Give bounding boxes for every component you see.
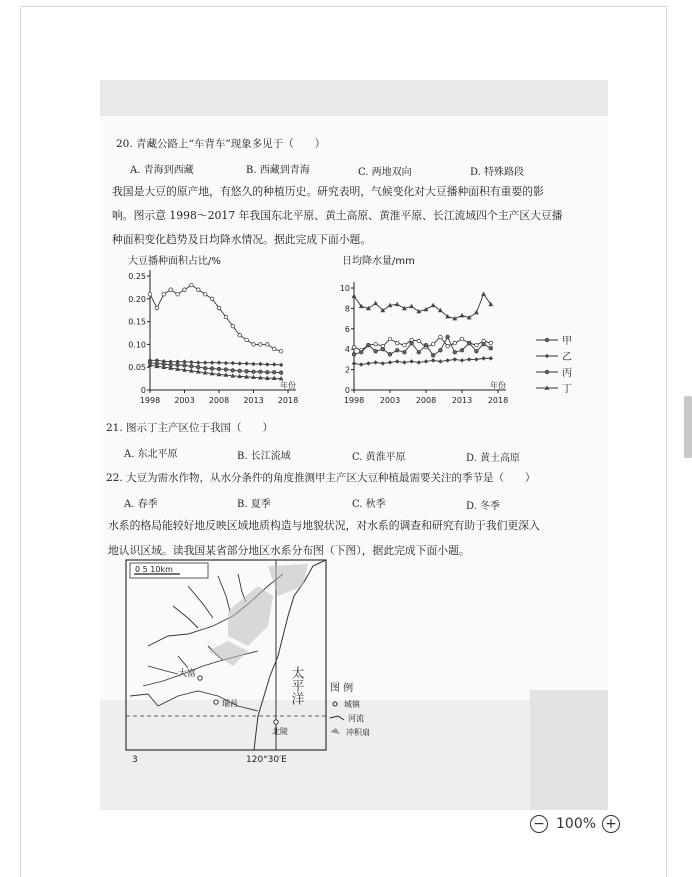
data-point bbox=[272, 362, 276, 366]
data-point bbox=[238, 361, 242, 365]
data-point bbox=[381, 361, 385, 365]
data-point bbox=[245, 370, 249, 374]
data-point bbox=[474, 310, 479, 314]
chart-title: 日均降水量/mm bbox=[342, 256, 415, 267]
data-point bbox=[148, 292, 152, 296]
data-point bbox=[196, 360, 200, 364]
question-21-stem: 21. 图示丁主产区位于我国（ ） bbox=[106, 422, 274, 434]
map-legend bbox=[330, 681, 370, 737]
data-point bbox=[183, 288, 187, 292]
x-tick-label: 2003 bbox=[174, 396, 195, 405]
data-point bbox=[424, 307, 429, 311]
data-point bbox=[231, 324, 235, 328]
data-point bbox=[352, 345, 356, 349]
data-point bbox=[266, 370, 270, 374]
y-tick-label: 0.05 bbox=[128, 363, 146, 373]
data-point bbox=[424, 343, 428, 347]
data-point bbox=[224, 361, 228, 365]
data-point bbox=[259, 343, 263, 347]
data-point bbox=[424, 359, 428, 363]
data-point bbox=[388, 353, 392, 357]
legend-river-label: 河流 bbox=[348, 714, 364, 723]
water-system-map bbox=[118, 556, 418, 766]
data-point bbox=[489, 341, 493, 345]
legend-river-icon bbox=[330, 716, 344, 720]
data-point bbox=[381, 347, 385, 351]
question-20-option-d: D. 特殊路段 bbox=[470, 167, 525, 178]
data-point bbox=[231, 369, 235, 373]
data-point bbox=[431, 342, 435, 346]
data-point bbox=[203, 366, 207, 370]
data-point bbox=[162, 292, 166, 296]
legend-town-label: 城镇 bbox=[344, 700, 360, 709]
x-axis-label: 年份 bbox=[490, 381, 506, 390]
legend-label-0: 甲 bbox=[562, 336, 572, 347]
data-point bbox=[238, 333, 242, 337]
data-point bbox=[409, 359, 413, 363]
data-point bbox=[210, 297, 214, 301]
scan-top-shadow bbox=[100, 80, 608, 116]
data-point bbox=[446, 335, 450, 339]
data-point bbox=[395, 359, 399, 363]
data-point bbox=[272, 347, 276, 351]
data-point bbox=[460, 337, 464, 341]
data-point bbox=[238, 369, 242, 373]
y-tick-label: 0.15 bbox=[128, 317, 146, 327]
y-tick-label: 0.25 bbox=[128, 272, 146, 281]
data-point bbox=[203, 292, 207, 296]
y-tick-label: 2 bbox=[344, 365, 350, 375]
legend-marker bbox=[545, 338, 549, 342]
data-point bbox=[409, 304, 414, 308]
data-point bbox=[245, 338, 249, 342]
vertical-scrollbar[interactable] bbox=[684, 396, 692, 458]
x-tick-label: 2018 bbox=[487, 396, 509, 405]
zoom-out-icon[interactable]: − bbox=[530, 815, 548, 833]
data-point bbox=[460, 348, 464, 352]
chart-title: 大豆播种面积占比/% bbox=[128, 256, 221, 267]
map-scale-label: 0 5 10km bbox=[135, 565, 173, 574]
series-line-0 bbox=[150, 285, 281, 351]
passage-1-line-3: 种面积变化趋势及日均降水情况。据此完成下面小题。 bbox=[112, 233, 372, 246]
passage-1-line-2: 响。图示意 1998～2017 年我国东北平原、黄土高原、黄淮平原、长江流域四个主产区大豆播 bbox=[112, 209, 563, 222]
town-label-dafu: 大富 bbox=[178, 669, 197, 679]
data-point bbox=[244, 361, 248, 365]
x-tick-label: 1998 bbox=[343, 396, 365, 405]
data-point bbox=[481, 292, 486, 296]
x-tick-label: 2003 bbox=[379, 396, 401, 405]
data-point bbox=[352, 361, 356, 365]
x-tick-label: 2013 bbox=[243, 396, 264, 405]
data-point bbox=[279, 371, 283, 375]
data-point bbox=[410, 341, 414, 345]
data-point bbox=[439, 335, 443, 339]
data-point bbox=[388, 337, 392, 341]
data-point bbox=[183, 364, 187, 368]
data-point bbox=[453, 350, 457, 354]
data-point bbox=[367, 343, 371, 347]
precipitation-chart bbox=[336, 252, 572, 408]
question-22-stem: 22. 大豆为需水作物，从水分条件的角度推测甲主产区大豆种植最需要关注的季节是（ ） bbox=[106, 472, 536, 484]
data-point bbox=[475, 343, 479, 347]
data-point bbox=[460, 358, 464, 362]
data-point bbox=[489, 356, 493, 360]
data-point bbox=[373, 360, 377, 364]
data-point bbox=[388, 360, 392, 364]
data-point bbox=[395, 302, 400, 306]
data-point bbox=[279, 363, 283, 367]
map-scale-bar bbox=[130, 563, 208, 578]
figure-number: 3 bbox=[132, 755, 138, 765]
data-point bbox=[431, 354, 435, 358]
x-tick-label: 2008 bbox=[208, 396, 230, 405]
data-point bbox=[431, 303, 436, 307]
legend-fan-label: 冲积扇 bbox=[346, 728, 370, 737]
question-20-option-a: A. 青海到西藏 bbox=[130, 165, 194, 176]
question-22-option-a: A. 春季 bbox=[124, 499, 158, 510]
data-point bbox=[438, 308, 443, 312]
data-point bbox=[217, 306, 221, 310]
data-point bbox=[210, 360, 214, 364]
data-point bbox=[445, 358, 449, 362]
x-tick-label: 2018 bbox=[277, 396, 299, 405]
scan-corner-shadow bbox=[530, 690, 608, 810]
legend-town-icon bbox=[333, 702, 337, 706]
data-point bbox=[446, 344, 450, 348]
y-tick-label: 0.10 bbox=[128, 340, 146, 350]
data-point bbox=[438, 359, 442, 363]
zoom-in-icon[interactable]: + bbox=[602, 815, 620, 833]
data-point bbox=[373, 301, 378, 305]
data-point bbox=[197, 288, 201, 292]
data-point bbox=[403, 350, 407, 354]
question-22-option-b: B. 夏季 bbox=[237, 499, 271, 510]
data-point bbox=[259, 370, 263, 374]
question-21-option-c: C. 黄淮平原 bbox=[352, 452, 406, 463]
data-point bbox=[217, 360, 221, 364]
data-point bbox=[417, 360, 421, 364]
data-point bbox=[453, 341, 457, 345]
y-tick-label: 0 bbox=[344, 386, 350, 395]
zoom-controls bbox=[530, 812, 620, 836]
data-point bbox=[352, 353, 356, 357]
data-point bbox=[258, 362, 262, 366]
data-point bbox=[190, 364, 194, 368]
data-point bbox=[359, 362, 363, 366]
data-point bbox=[474, 357, 478, 361]
data-point bbox=[176, 363, 180, 367]
data-point bbox=[266, 343, 270, 347]
question-21-option-b: B. 长江流域 bbox=[237, 451, 291, 462]
y-tick-label: 10 bbox=[339, 284, 350, 293]
legend-fan-icon bbox=[330, 728, 340, 734]
y-tick-label: 0 bbox=[140, 386, 146, 395]
data-point bbox=[475, 349, 479, 353]
x-tick-label: 1998 bbox=[139, 396, 161, 405]
town-label-beiling: 北陵 bbox=[272, 727, 288, 736]
data-point bbox=[403, 343, 407, 347]
town-label-ruichang: 瑞昌 bbox=[222, 699, 238, 708]
data-point bbox=[224, 315, 228, 319]
data-point bbox=[395, 341, 399, 345]
y-tick-label: 6 bbox=[344, 324, 350, 334]
data-point bbox=[439, 348, 443, 352]
data-point bbox=[251, 362, 255, 366]
data-point bbox=[359, 350, 363, 354]
data-point bbox=[197, 365, 201, 369]
data-point bbox=[203, 360, 207, 364]
question-21-option-a: A. 东北平原 bbox=[124, 449, 178, 460]
data-point bbox=[189, 360, 193, 364]
data-point bbox=[231, 361, 235, 365]
y-tick-label: 4 bbox=[344, 345, 350, 355]
legend-marker bbox=[545, 370, 549, 374]
data-point bbox=[395, 348, 399, 352]
soybean-area-chart bbox=[118, 252, 318, 408]
data-point bbox=[265, 362, 269, 366]
data-point bbox=[279, 349, 283, 353]
legend-title: 图 例 bbox=[330, 683, 354, 694]
question-20-option-b: B. 西藏到青海 bbox=[246, 165, 310, 176]
data-point bbox=[481, 356, 485, 360]
legend-marker bbox=[545, 354, 549, 358]
ocean-label: 太平洋 bbox=[288, 666, 304, 705]
question-20-stem: 20. 青藏公路上“车背车”现象多见于（ ） bbox=[116, 138, 326, 150]
legend-label-1: 乙 bbox=[562, 352, 572, 363]
data-point bbox=[217, 367, 221, 371]
legend-label-2: 丙 bbox=[562, 368, 572, 379]
data-point bbox=[176, 292, 180, 296]
alluvial-fans bbox=[208, 564, 308, 666]
zoom-level-label: 100% bbox=[556, 816, 597, 832]
x-tick-label: 2008 bbox=[415, 396, 437, 405]
question-21-option-d: D. 黄土高原 bbox=[466, 453, 521, 464]
legend-label-3: 丁 bbox=[562, 384, 572, 395]
data-point bbox=[374, 349, 378, 353]
data-point bbox=[155, 306, 159, 310]
data-point bbox=[366, 361, 370, 365]
data-point bbox=[252, 370, 256, 374]
data-point bbox=[402, 360, 406, 364]
data-point bbox=[374, 342, 378, 346]
data-point bbox=[417, 339, 421, 343]
passage-1-line-1: 我国是大豆的原产地，有悠久的种植历史。研究表明，气候变化对大豆播种面积有重要的影 bbox=[112, 185, 544, 198]
data-point bbox=[417, 350, 421, 354]
question-20-option-c: C. 两地双向 bbox=[358, 167, 412, 178]
data-point bbox=[453, 357, 457, 361]
town-markers bbox=[198, 676, 278, 724]
data-point bbox=[489, 346, 493, 350]
x-axis-label: 年份 bbox=[280, 381, 296, 390]
data-point bbox=[169, 288, 173, 292]
passage-2-line-2: 地认识区域。读我国某省部分地区水系分布图（下图），据此完成下面小题。 bbox=[108, 544, 470, 557]
x-tick-label: 2013 bbox=[451, 396, 473, 405]
data-point bbox=[467, 357, 471, 361]
longitude-label: 120°30′E bbox=[246, 755, 287, 765]
question-22-option-c: C. 秋季 bbox=[352, 499, 386, 510]
data-point bbox=[482, 342, 486, 346]
data-point bbox=[252, 343, 256, 347]
data-point bbox=[467, 341, 471, 345]
passage-2-line-1: 水系的格局能较好地反映区域地质构造与地貌状况，对水系的调查和研究有助于我们更深入 bbox=[108, 519, 540, 532]
data-point bbox=[224, 368, 228, 372]
series-line-3 bbox=[354, 294, 491, 318]
question-22-option-d: D. 冬季 bbox=[466, 501, 501, 512]
data-point bbox=[272, 370, 276, 374]
data-point bbox=[352, 294, 357, 298]
y-tick-label: 0.20 bbox=[128, 294, 146, 304]
data-point bbox=[210, 367, 214, 371]
data-point bbox=[431, 358, 435, 362]
data-point bbox=[190, 283, 194, 287]
data-point bbox=[460, 313, 465, 317]
y-tick-label: 8 bbox=[344, 304, 350, 314]
